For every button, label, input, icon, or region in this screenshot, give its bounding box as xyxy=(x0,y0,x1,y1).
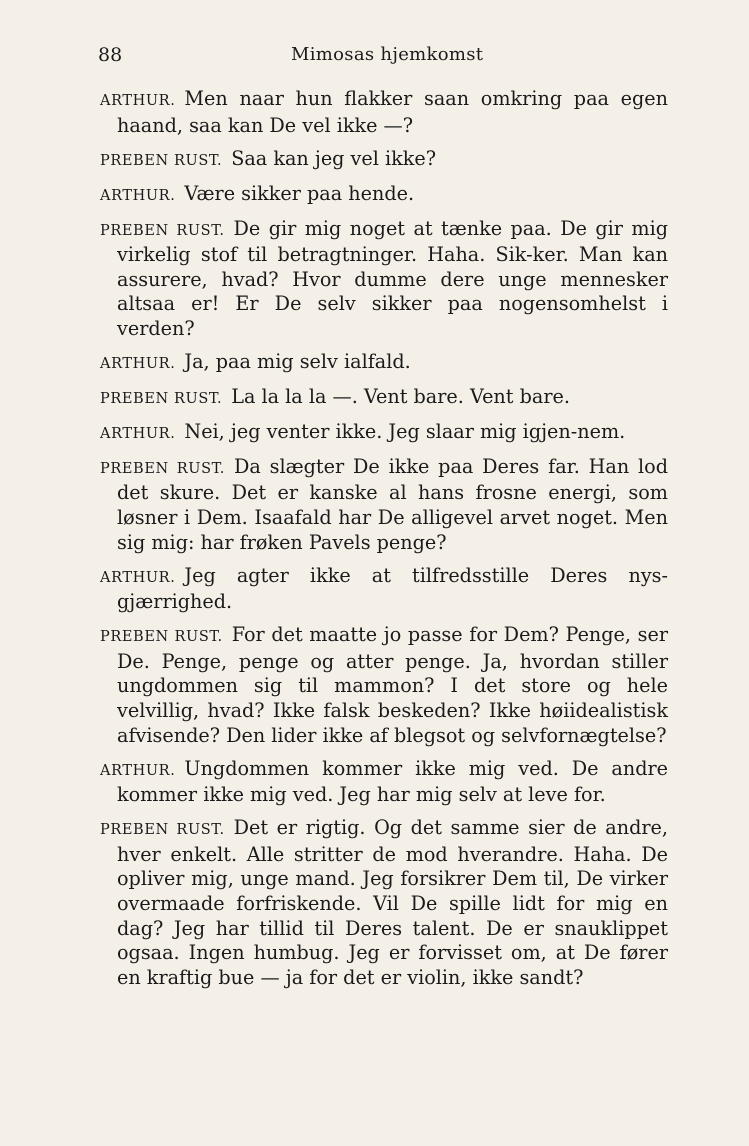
speaker-name: PREBEN RUST. xyxy=(100,629,223,646)
speaker-name: ARTHUR. xyxy=(100,569,176,586)
speaker-name: PREBEN RUST. xyxy=(100,822,225,839)
speech-text: Men naar hun flakker saan omkring paa egen haand, saa kan De vel ikke —? xyxy=(117,87,668,137)
running-title: Mimosas hjemkomst xyxy=(291,44,484,65)
speech-text: Det er rigtig. Og det samme sier de andre, hver enkelt. Alle stritter de mod hverandre. Haha. De opliver mig, unge mand. Jeg forsikrer Dem til, De virker overmaade forfriskende. Vil De spille lidt for mig en dag? Jeg har tillid til Deres talent. De er snauklippet ogsaa. Ingen humbug. Jeg er forvisset om, at De fører en kraftig bue — ja for det er violin, ikke sandt? xyxy=(117,816,668,989)
speech-text: Saa kan jeg vel ikke? xyxy=(231,146,437,170)
speaker-name: PREBEN RUST. xyxy=(100,152,223,169)
speech xyxy=(100,350,668,377)
speech-text: Jeg agter ikke at tilfredsstille Deres nys-gjærrighed. xyxy=(117,563,668,614)
speech-text: Ja, paa mig selv ialfald. xyxy=(184,349,411,373)
speech xyxy=(100,816,668,990)
speaker-name: PREBEN RUST. xyxy=(100,390,223,407)
speech xyxy=(100,757,668,808)
speech xyxy=(100,182,668,209)
speaker-name: ARTHUR. xyxy=(100,93,176,109)
speech-text: For det maatte jo passe for Dem? Penge, ser De. Penge, penge og atter penge. Ja, hvordan stiller ungdommen sig til mammon? I det store og hele velvillig, hvad? Ikke falsk beskeden? Ikke høiidealistisk afvisende? Den lider ikke af blegsot og selvfornægtelse? xyxy=(117,623,668,747)
speaker-name: PREBEN RUST. xyxy=(100,460,225,477)
speech-text: La la la la —. Vent bare. Vent bare. xyxy=(231,384,570,408)
speaker-name: ARTHUR. xyxy=(100,187,176,204)
speech-text: Da slægter De ikke paa Deres far. Han lod det skure. Det er kanske al hans frosne energi, som løsner i Dem. Isaafald har De alligevel arvet noget. Men sig mig: har frøken Pavels penge? xyxy=(117,454,669,554)
speaker-name: ARTHUR. xyxy=(100,425,176,442)
speaker-name: ARTHUR. xyxy=(100,762,176,779)
dialogue-body xyxy=(100,87,668,999)
speech xyxy=(100,217,668,342)
speech xyxy=(100,420,668,447)
running-head xyxy=(98,44,668,74)
speech-text: Ungdommen kommer ikke mig ved. De andre kommer ikke mig ved. Jeg har mig selv at leve for. xyxy=(117,756,668,807)
speech xyxy=(100,455,668,555)
speaker-name: PREBEN RUST. xyxy=(100,222,225,239)
speech xyxy=(100,87,668,138)
speech xyxy=(100,564,668,615)
speech-text: Nei, jeg venter ikke. Jeg slaar mig igjen-nem. xyxy=(184,419,626,443)
speech xyxy=(100,147,668,174)
page-number: 88 xyxy=(98,44,123,66)
speaker-name: ARTHUR. xyxy=(100,355,176,372)
speech xyxy=(100,385,668,412)
speech-text: Være sikker paa hende. xyxy=(184,181,415,205)
speech-text: De gir mig noget at tænke paa. De gir mig virkelig stof til betragtninger. Haha. Sik-ker. Man kan assurere, hvad? Hvor dumme dere unge mennesker altsaa er! Er De selv sikker paa nogensomhelst i verden? xyxy=(117,216,668,340)
speech xyxy=(100,623,668,748)
